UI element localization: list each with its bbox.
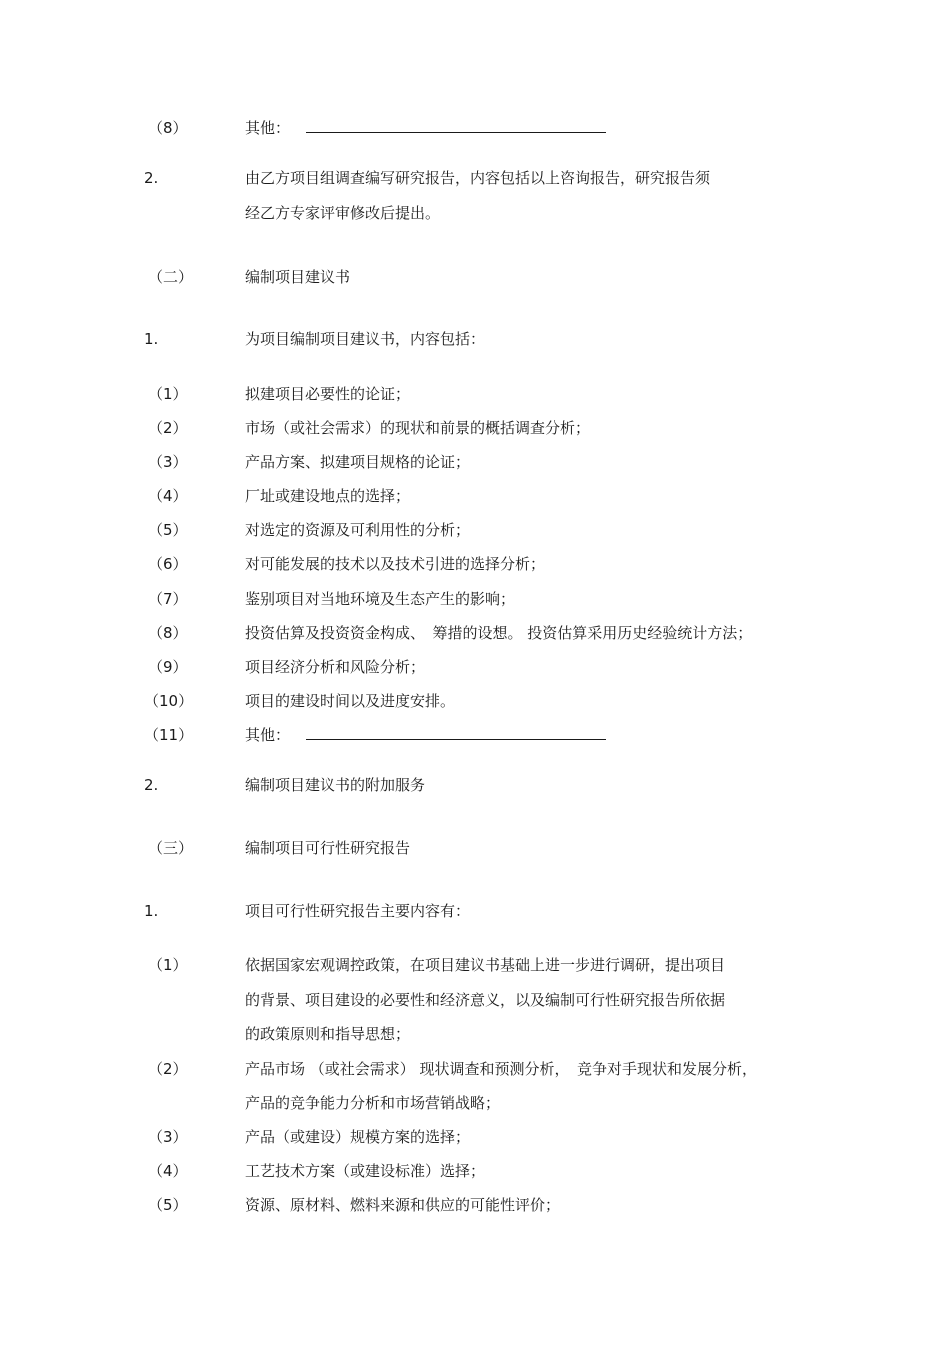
item-text: 对可能发展的技术以及技术引进的选择分析；	[245, 555, 546, 573]
item-text: 投资估算及投资资金构成、 筹措的设想。 投资估算采用历史经验统计方法；	[245, 624, 753, 642]
fill-in-blank	[306, 723, 606, 740]
item-text: 其他：	[245, 119, 291, 137]
item-number: （5）	[148, 1196, 188, 1214]
item-number: （1）	[148, 385, 188, 403]
list-item	[0, 722, 950, 748]
item-number: 2.	[144, 776, 159, 794]
item-text: 产品市场 （或社会需求） 现状调查和预测分析， 竞争对手现状和发展分析，	[245, 1060, 758, 1078]
item-text: 的背景、项目建设的必要性和经济意义，以及编制可行性研究报告所依据	[245, 991, 726, 1009]
list-item	[0, 1158, 950, 1184]
item-text: 工艺技术方案（或建设标准）选择；	[245, 1162, 486, 1180]
item-text: 厂址或建设地点的选择；	[245, 487, 411, 505]
list-item	[0, 165, 950, 191]
item-number: 1.	[144, 330, 159, 348]
item-text: 项目的建设时间以及进度安排。	[245, 692, 456, 710]
item-text: 由乙方项目组调查编写研究报告，内容包括以上咨询报告，研究报告须	[245, 169, 711, 187]
item-text: 产品（或建设）规模方案的选择；	[245, 1128, 471, 1146]
item-number: 2.	[144, 169, 159, 187]
list-item	[0, 620, 950, 646]
list-item	[0, 326, 950, 352]
item-number: （2）	[148, 1060, 188, 1078]
item-text: 对选定的资源及可利用性的分析；	[245, 521, 471, 539]
list-item	[0, 517, 950, 543]
list-item	[0, 987, 950, 1013]
list-item	[0, 1090, 950, 1116]
item-number: （7）	[148, 590, 188, 608]
list-item	[0, 586, 950, 612]
item-text: 市场（或社会需求）的现状和前景的概括调查分析；	[245, 419, 591, 437]
item-number: （5）	[148, 521, 188, 539]
section-title: 编制项目可行性研究报告	[245, 839, 411, 857]
item-text: 依据国家宏观调控政策，在项目建议书基础上进一步进行调研，提出项目	[245, 956, 726, 974]
section-heading	[0, 264, 950, 290]
section-number: （三）	[148, 839, 194, 857]
item-number: （3）	[148, 453, 188, 471]
item-number: （11）	[144, 726, 194, 744]
item-text: 其他：	[245, 726, 291, 744]
list-item	[0, 688, 950, 714]
list-item	[0, 200, 950, 226]
list-item	[0, 1021, 950, 1047]
list-item	[0, 449, 950, 475]
item-text: 产品的竞争能力分析和市场营销战略；	[245, 1094, 501, 1112]
item-text: 资源、原材料、燃料来源和供应的可能性评价；	[245, 1196, 561, 1214]
list-item	[0, 381, 950, 407]
item-number: （10）	[144, 692, 194, 710]
list-item	[0, 551, 950, 577]
item-number: （2）	[148, 419, 188, 437]
item-number: （9）	[148, 658, 188, 676]
list-item	[0, 483, 950, 509]
section-title: 编制项目建议书	[245, 268, 351, 286]
item-number: （8）	[148, 119, 188, 137]
item-number: （4）	[148, 487, 188, 505]
item-number: 1.	[144, 902, 159, 920]
section-heading	[0, 835, 950, 861]
item-number: （1）	[148, 956, 188, 974]
item-text: 经乙方专家评审修改后提出。	[245, 204, 441, 222]
item-text: 项目经济分析和风险分析；	[245, 658, 426, 676]
item-number: （8）	[148, 624, 188, 642]
list-item	[0, 898, 950, 924]
list-item	[0, 115, 950, 141]
item-number: （6）	[148, 555, 188, 573]
fill-in-blank	[306, 116, 606, 133]
section-number: （二）	[148, 268, 194, 286]
list-item	[0, 1192, 950, 1218]
list-item	[0, 654, 950, 680]
list-item	[0, 415, 950, 441]
list-item	[0, 952, 950, 978]
item-text: 编制项目建议书的附加服务	[245, 776, 426, 794]
item-text: 拟建项目必要性的论证；	[245, 385, 411, 403]
item-number: （4）	[148, 1162, 188, 1180]
item-text: 产品方案、拟建项目规格的论证；	[245, 453, 471, 471]
list-item	[0, 1124, 950, 1150]
item-text: 的政策原则和指导思想；	[245, 1025, 411, 1043]
item-number: （3）	[148, 1128, 188, 1146]
list-item	[0, 1056, 950, 1082]
item-text: 鉴别项目对当地环境及生态产生的影响；	[245, 590, 516, 608]
item-text: 项目可行性研究报告主要内容有：	[245, 902, 471, 920]
item-text: 为项目编制项目建议书，内容包括：	[245, 330, 486, 348]
list-item	[0, 772, 950, 798]
